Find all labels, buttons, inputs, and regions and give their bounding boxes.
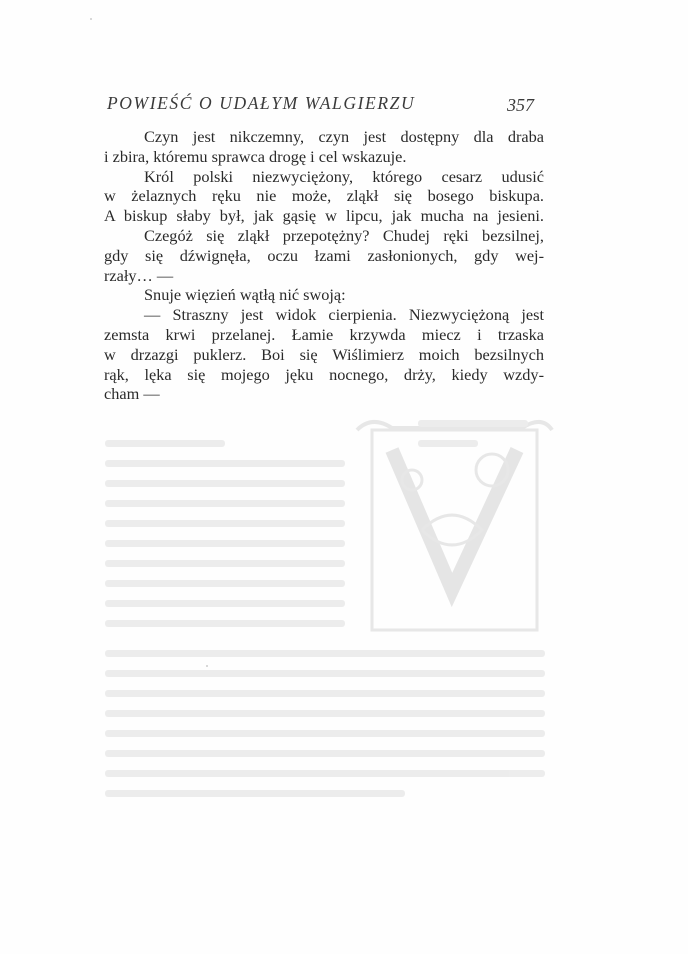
text-line: — Straszny jest widok cierpienia. Niezwyciężoną jest (144, 305, 544, 325)
text-line: Snuje więzień wątłą nić swoją: (144, 285, 346, 305)
text-line: rzały… — (104, 265, 174, 285)
text-line: cham — (104, 384, 160, 404)
text-line: gdy się dźwignęła, oczu łzami zasłonionych, gdy wej- (104, 245, 544, 265)
text-line: A biskup słaby był, jak gąsię w lipcu, jak mucha na jesieni. (104, 206, 544, 226)
text-line: Król polski niezwyciężony, którego cesarz udusić (144, 166, 544, 186)
decorative-initial-show-through (352, 410, 557, 635)
text-line: Czegóż się zląkł przepotężny? Chudej ręki bezsilnej, (144, 225, 544, 245)
paper-speck (90, 18, 92, 20)
text-line: Czyn jest nikczemny, czyn jest dostępny dla draba (144, 127, 544, 146)
paper-speck (206, 665, 208, 667)
text-line: rąk, lęka się mojego jęku nocnego, drży, kiedy wzdy- (104, 364, 544, 384)
running-head-title: POWIEŚĆ O UDAŁYM WALGIERZU (107, 93, 416, 113)
text-line: w drzazgi puklerz. Boi się Wiślimierz moich bezsilnych (104, 344, 544, 364)
text-line: zemsta krwi przelanej. Łamie krzywda miecz i trzaska (104, 324, 544, 344)
body-text (104, 127, 544, 404)
text-line: w żelaznych ręku nie może, zląkł się bosego biskupa. (104, 186, 544, 206)
page-number: 357 (507, 95, 534, 115)
text-line: i zbira, któremu sprawca drogę i cel wskazuje. (104, 146, 407, 166)
